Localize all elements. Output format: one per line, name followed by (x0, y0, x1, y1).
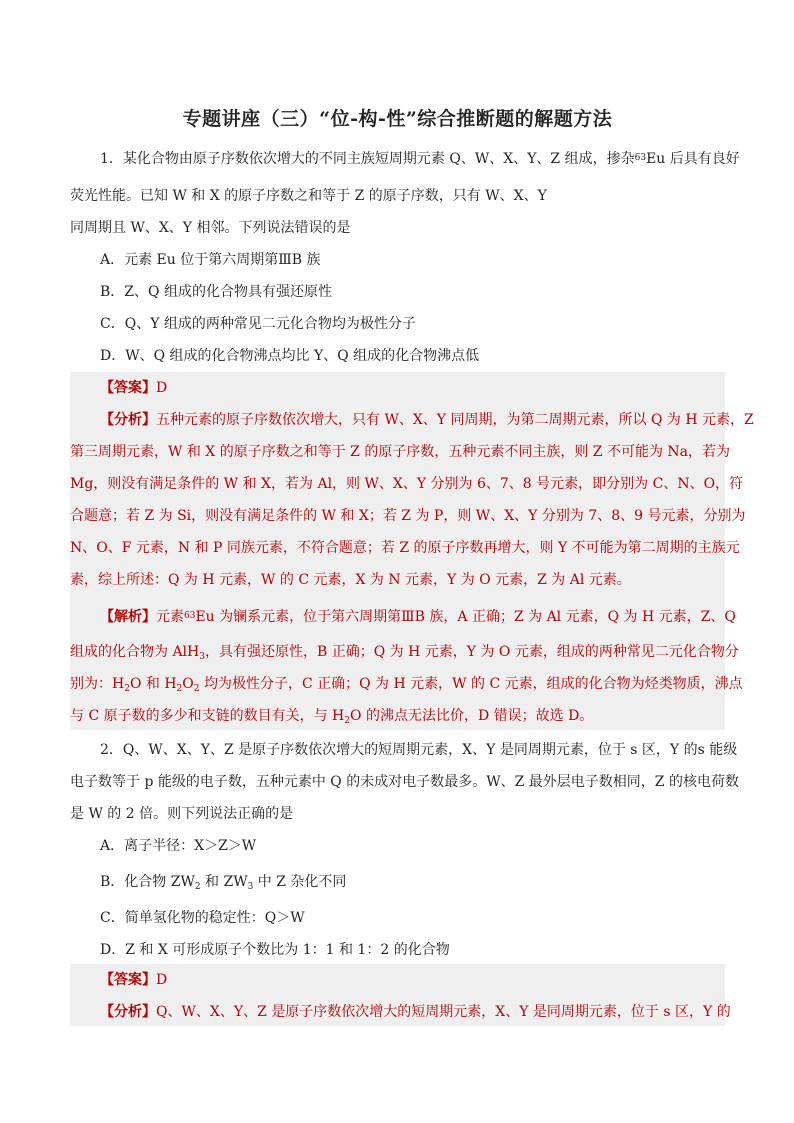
q1-stem-line-2: 荧光性能。已知 W 和 X 的原子序数之和等于 Z 的原子序数，只有 W、X、Y (70, 188, 547, 204)
q1-analysis-line-1: 【分析】五种元素的原子序数依次增大，只有 W、X、Y 同周期，为第二周期元素，所以 Q 为 H 元素，Z (100, 412, 754, 428)
q1-answer: 【答案】D (100, 380, 168, 396)
q2-answer: 【答案】D (100, 972, 168, 988)
q1-analysis-line-3: Mg，则没有满足条件的 W 和 X，若为 Al，则 W、X、Y 分别为 6、7、8 号元素，即分别为 C、N、O，符 (70, 476, 744, 492)
q2-stem-line-3: 是 W 的 2 倍。则下列说法正确的是 (70, 806, 294, 822)
page-title: 专题讲座（三）“位-构-性”综合推断题的解题方法 (182, 108, 613, 130)
q1-option-c: C．Q、Y 组成的两种常见二元化合物均为极性分子 (100, 316, 416, 332)
q1-analysis-line-2: 第三周期元素，W 和 X 的原子序数之和等于 Z 的原子序数，五种元素不同主族，则 Z 不可能为 Na，若为 (70, 444, 731, 460)
q1-analysis-line-4: 合题意；若 Z 为 Si，则没有满足条件的 W 和 X；若 Z 为 P，则 W、X、Y 分别为 7、8、9 号元素，分别为 (70, 508, 746, 524)
q1-option-d: D．W、Q 组成的化合物沸点均比 Y、Q 组成的化合物沸点低 (100, 348, 480, 364)
q2-stem-line-1: 2．Q、W、X、Y、Z 是原子序数依次增大的短周期元素，X、Y 是同周期元素，位于 s 区，Y 的s 能级 (100, 742, 738, 758)
q1-analysis-line-5: N、O、F 元素，N 和 P 同族元素，不符合题意；若 Z 的原子序数再增大，则 Y 不可能为第二周期的主族元 (70, 540, 740, 556)
q1-solution-line-2: 组成的化合物为 AlH$_3$，具有强还原性，B 正确；Q 为 H 元素，Y 为 O 元素，组成的两种常见二元化合物分 (70, 644, 739, 662)
q1-solution-line-3: 别为：$H_2O$ 和 $H_2O_2$ 均为极性分子，C 正确；Q 为 H 元素，W 的 C 元素，组成的化合物为烃类物质，沸点 (70, 676, 743, 694)
q1-option-b: B．Z、Q 组成的化合物具有强还原性 (100, 284, 332, 300)
q1-solution-line-1: 【解析】元素$^{63}$Eu 为镧系元素，位于第六周期第ⅢB 族，A 正确；Z 为 Al 元素，Q 为 H 元素，Z、Q (100, 609, 736, 625)
q1-analysis-line-6: 素，综上所述：Q 为 H 元素，W 的 C 元素，X 为 N 元素，Y 为 O 元素，Z 为 Al 元素。 (70, 572, 631, 588)
q1-stem-line-3: 同周期且 W、X、Y 相邻。下列说法错误的是 (70, 220, 351, 236)
q2-option-d: D．Z 和 X 可形成原子个数比为 1：1 和 1：2 的化合物 (100, 942, 450, 958)
q2-option-c: C．简单氢化物的稳定性：Q＞W (100, 910, 305, 926)
q1-stem-line-1: 1．某化合物由原子序数依次增大的不同主族短周期元素 Q、W、X、Y、Z 组成，掺杂$^{63}$Eu 后具有良好 (100, 151, 740, 167)
q1-option-a: A．元素 Eu 位于第六周期第ⅢB 族 (100, 252, 321, 268)
q2-stem-line-2: 电子数等于 p 能级的电子数，五种元素中 Q 的未成对电子数最多。W、Z 最外层电子数相同，Z 的核电荷数 (70, 774, 739, 790)
q2-analysis-line-1: 【分析】Q、W、X、Y、Z 是原子序数依次增大的短周期元素，X、Y 是同周期元素，位于 s 区，Y 的 (100, 1004, 731, 1020)
q1-solution-line-4: 与 C 原子数的多少和支链的数目有关，与 $H_2O$ 的沸点无法比价，D 错误；故选 D。 (70, 708, 594, 726)
q2-option-a: A．离子半径：X＞Z＞W (100, 838, 257, 854)
q2-option-b: B．化合物 $ZW_2$ 和 $ZW_3$ 中 Z 杂化不同 (100, 874, 347, 892)
